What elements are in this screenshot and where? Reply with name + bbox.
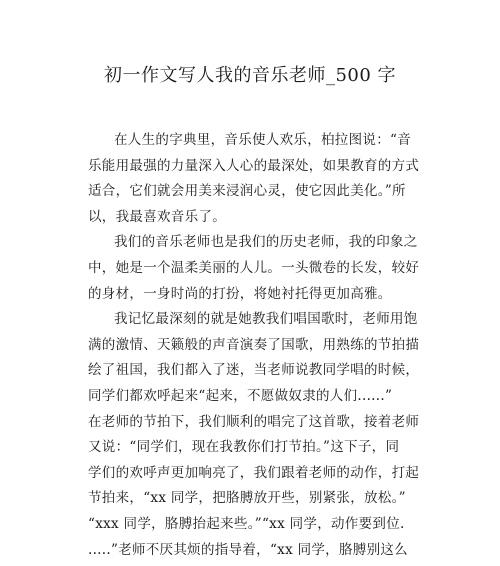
body-line: 乐能用最强的力量深入人心的最深处，如果教育的方式 bbox=[88, 157, 420, 174]
document-title: 初一作文写人我的音乐老师_500 字 bbox=[103, 65, 397, 86]
body-line: 又说：“同学们，现在我教你们打节拍。”这下子，同 bbox=[88, 439, 400, 456]
document-body bbox=[88, 128, 420, 563]
body-line: 适合，它们就会用美来浸润心灵，使它因此美化。”所 bbox=[88, 183, 406, 200]
body-line: 在老师的节拍下，我们顺利的唱完了这首歌，接着老师 bbox=[88, 413, 420, 430]
body-line: 学们的欢呼声更加响亮了，我们跟着老师的动作，打起 bbox=[88, 464, 420, 481]
body-line: 我们的音乐老师也是我们的历史老师，我的印象之 bbox=[114, 234, 418, 251]
body-line: 满的激情、天籁般的声音演奏了国歌，用熟练的节拍描 bbox=[88, 336, 420, 353]
body-line: 同学们都欢呼起来“起来，不愿做奴隶的人们......” bbox=[88, 387, 393, 404]
body-line: 绘了祖国，我们都入了迷，当老师说教同学唱的时候， bbox=[88, 362, 420, 379]
body-line: .....”老师不厌其烦的指导着，“xx 同学，胳膊别这么 bbox=[88, 541, 408, 558]
body-line: 我记忆最深刻的就是她教我们唱国歌时，老师用饱 bbox=[114, 311, 418, 328]
body-line: 在人生的字典里，音乐使人欢乐，柏拉图说：“音 bbox=[114, 132, 412, 148]
body-line: 的身材，一身时尚的打扮，将她衬托得更加高雅。 bbox=[88, 285, 392, 302]
body-line: 以，我最喜欢音乐了。 bbox=[88, 208, 226, 225]
body-line: 中，她是一个温柔美丽的人儿。一头微卷的长发，较好 bbox=[88, 259, 420, 276]
body-line: 节拍来，“xx 同学，把胳膊放开些，别紧张，放松。” bbox=[88, 490, 406, 507]
body-line: “xxx 同学，胳膊抬起来些。”“xx 同学，动作要到位. bbox=[88, 515, 405, 532]
